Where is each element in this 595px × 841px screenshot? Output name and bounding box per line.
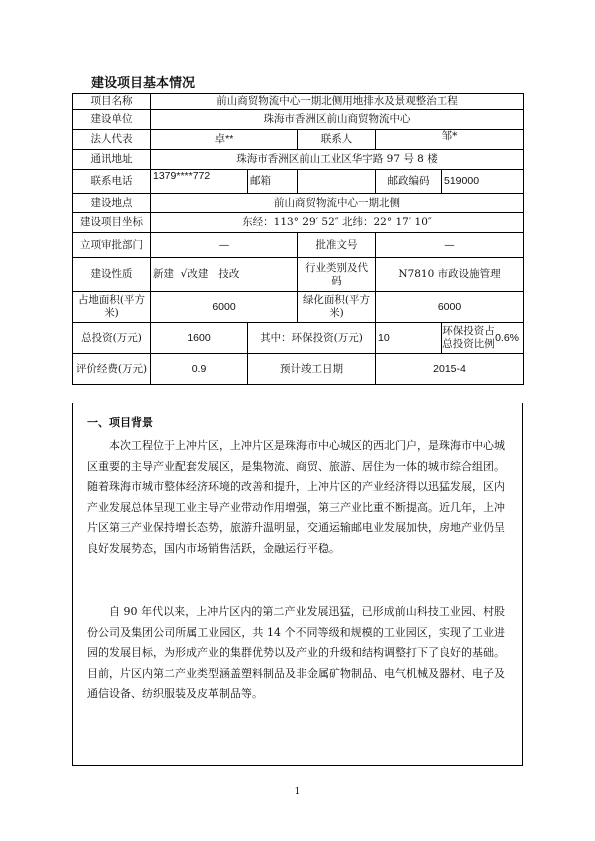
table-row [73, 170, 524, 194]
invest-label: 总投资(万元) [73, 323, 151, 354]
postcode-label: 邮政编码 [376, 170, 442, 194]
project-name-label: 项目名称 [73, 94, 151, 110]
section-title: 建设项目基本情况 [91, 76, 196, 91]
unit-value: 珠海市香洲区前山商贸物流中心 [151, 110, 524, 130]
project-info-table [72, 93, 524, 385]
eval-cost-label: 评价经费(万元) [73, 354, 151, 385]
address-label: 通讯地址 [73, 150, 151, 170]
table-row [73, 258, 524, 292]
completion-label: 预计竣工日期 [248, 354, 376, 385]
contact-value: 邹* [376, 130, 524, 150]
completion-value: 2015-4 [376, 354, 524, 385]
table-row [73, 323, 524, 354]
env-ratio-value: 0.6% [495, 331, 520, 344]
eval-cost-value: 0.9 [151, 354, 248, 385]
nature-value: 新建 √改建 技改 [151, 258, 298, 292]
industry-value: N7810 市政设施管理 [376, 258, 524, 292]
area-value: 6000 [151, 292, 298, 323]
green-value: 6000 [376, 292, 524, 323]
industry-label: 行业类别及代码 [298, 258, 376, 292]
phone-label: 联系电话 [73, 170, 151, 194]
background-paragraph-1: 本次工程位于上冲片区，上冲片区是珠海市中心城区的西北门户，是珠海市中心城区重要的主导产业配套发展区，是集物流、商贸、旅游、居住为一体的城市综合组团。随着珠海市城市整体经济环境的改善和提升，上冲片区的产业经济得以迅猛发展，区内产业发展总体呈现工业主导产业带动作用增强，第三产业比重不断提高。近几年，上冲片区第三产业保持增长态势，旅游升温明显，交通运输邮电业发展加快，房地产业仍呈良好发展势态，国内市场销售活跃，金融运行平稳。 [87, 439, 505, 555]
address-value: 珠海市香洲区前山工业区华宇路 97 号 8 楼 [151, 150, 524, 170]
phone-value: 1379****772 [151, 170, 248, 194]
table-row [73, 213, 524, 233]
green-label: 绿化面积(平方米) [298, 292, 376, 323]
table-row [73, 110, 524, 130]
approval-dept-label: 立项审批部门 [73, 233, 151, 258]
table-row [73, 150, 524, 170]
background-heading: 一、项目背景 [87, 416, 153, 429]
coords-label: 建设项目坐标 [73, 213, 151, 233]
table-row [73, 233, 524, 258]
contact-label: 联系人 [298, 130, 376, 150]
location-value: 前山商贸物流中心一期北侧 [151, 194, 524, 213]
approval-no-label: 批准文号 [298, 233, 376, 258]
unit-label: 建设单位 [73, 110, 151, 130]
table-row [73, 94, 524, 110]
env-ratio-label: 环保投资占总投资比例 [442, 325, 495, 350]
env-invest-label: 其中：环保投资(万元) [248, 323, 376, 354]
legal-rep-value: 卓** [151, 130, 298, 150]
area-label: 占地面积(平方米) [73, 292, 151, 323]
table-row [73, 130, 524, 150]
invest-value: 1600 [151, 323, 248, 354]
env-invest-value: 10 [376, 323, 442, 354]
email-value [298, 170, 376, 194]
table-row [73, 354, 524, 385]
project-name-value: 前山商贸物流中心一期北侧用地排水及景观整治工程 [151, 94, 524, 110]
page-number: 1 [294, 787, 301, 797]
approval-dept-value: — [151, 233, 298, 258]
email-label: 邮箱 [248, 170, 298, 194]
env-ratio-cell [442, 323, 524, 354]
table-row [73, 292, 524, 323]
legal-rep-label: 法人代表 [73, 130, 151, 150]
coords-value: 东经：113° 29′ 52″ 北纬：22° 17′ 10″ [151, 213, 524, 233]
postcode-value: 519000 [442, 170, 524, 194]
background-paragraph-2: 自 90 年代以来，上冲片区内的第二产业发展迅猛，已形成前山科技工业园、村股份公司及集团公司所属工业园区，共 14 个不同等级和规模的工业园区，实现了工业进园的发展目标，为形成产业的集群优势以及产业的升级和结构调整打下了良好的基础。目前，片区内第二产业类型涵盖塑料制品及非金属矿物制品、电气机械及器材、电子及通信设备、纺织服装及皮革制品等。 [87, 605, 505, 700]
location-label: 建设地点 [73, 194, 151, 213]
nature-label: 建设性质 [73, 258, 151, 292]
approval-no-value: — [376, 233, 524, 258]
table-row [73, 194, 524, 213]
